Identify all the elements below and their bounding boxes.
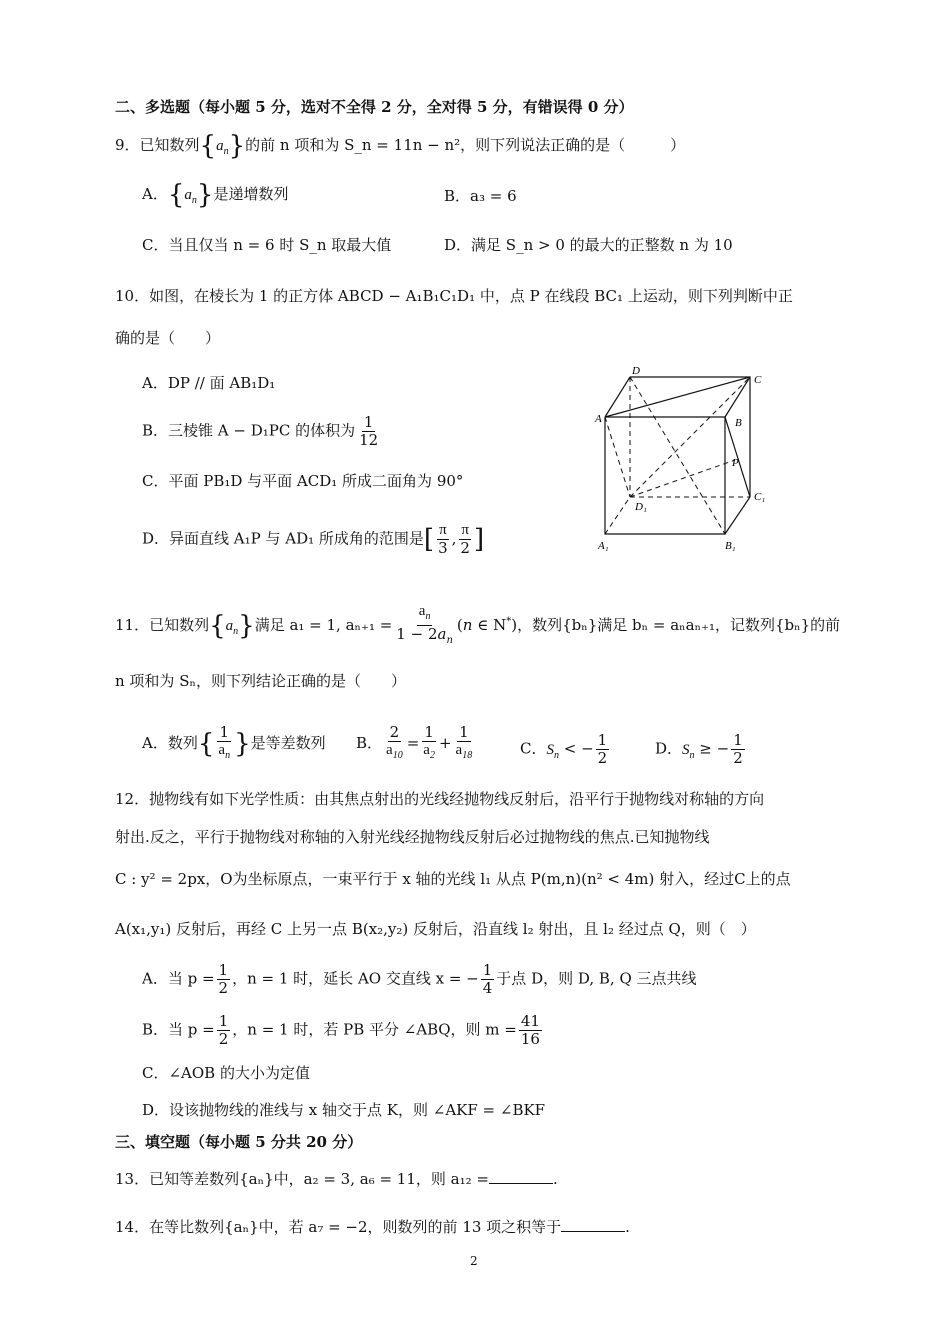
q11-stem-line2: n 项和为 Sₙ，则下列结论正确的是（ ） [115, 672, 406, 690]
q10-stem-line2: 确的是（ ） [115, 329, 221, 347]
cube-label-d1: D₁ [635, 501, 647, 513]
q10-option-d: D．异面直线 A₁P 与 AD₁ 所成角的范围是[ $\frac{\pi}{3}$ , $\frac{\pi}{2}$ ] [142, 522, 485, 557]
q9-option-c: C．当且仅当 n = 6 时 S_n 取最大值 [142, 236, 392, 254]
cube-label-p: P [732, 457, 739, 469]
q10-stem-line1: 10．如图，在棱长为 1 的正方体 ABCD − A₁B₁C₁D₁ 中，点 P 在线段 BC₁ 上运动，则下列判断中正 [115, 287, 793, 305]
q11-option-a: A．数列{ $\frac{1}{a_n}$ }是等差数列 [142, 723, 326, 761]
q9-stem: 9．已知数列$\{a_n\}$的前 n 项和为 S_n = 11n − n²，则下列说法正确的是（ ） [115, 131, 686, 161]
cube-label-a1: A₁ [598, 540, 609, 552]
q10-option-a: A．DP // 面 AB₁D₁ [142, 374, 276, 392]
q14: 14．在等比数列{aₙ}中，若 a₇ = −2，则数列的前 13 项之积等于 . [115, 1218, 630, 1236]
q9-option-a: A．$\{a_n\}$是递增数列 [142, 180, 289, 210]
q12-option-b: B．当 p = $\frac{1}{2}$ ，n = 1 时，若 PB 平分 ∠ABQ，则 m = $\frac{41}{16}$ [142, 1012, 540, 1048]
q11-stem-line1: 11．已知数列$\{a_n\}$满足 a₁ = 1, aₙ₊₁ = $\frac{a_n}{1 - 2a_n}$ (n ∈ N*)，数列{bₙ}满足 bₙ = aₙaₙ₊₁，记数列{bₙ}的前 [115, 603, 841, 646]
q12-line3: C : y² = 2px，O为坐标原点，一束平行于 x 轴的光线 l₁ 从点 P(m,n)(n² < 4m) 射入，经过C上的点 [115, 870, 791, 888]
q12-line2: 射出.反之，平行于抛物线对称轴的入射光线经抛物线反射后必过抛物线的焦点.已知抛物线 [115, 828, 710, 846]
q14-answer-blank[interactable] [561, 1217, 625, 1232]
q12-option-a: A．当 p = $\frac{1}{2}$ ，n = 1 时，延长 AO 交直线 x = − $\frac{1}{4}$ 于点 D，则 D, B, Q 三点共线 [142, 961, 697, 997]
cube-label-b: B [735, 417, 742, 429]
cube-label-d: D [632, 365, 640, 377]
page-number: 2 [470, 1254, 478, 1268]
q12-option-d: D．设该抛物线的准线与 x 轴交于点 K，则 ∠AKF = ∠BKF [142, 1101, 546, 1119]
q12-line4: A(x₁,y₁) 反射后，再经 C 上另一点 B(x₂,y₂) 反射后，沿直线 l₂ 射出，且 l₂ 经过点 Q，则（ ） [115, 920, 756, 938]
q11-option-d: D．$S_n$ ≥ − $\frac{1}{2}$ [655, 731, 743, 767]
section-3-title: 三、填空题（每小题 5 分共 20 分） [115, 1133, 363, 1151]
q9-option-d: D．满足 S_n > 0 的最大的正整数 n 为 10 [444, 236, 733, 254]
section-2-title: 二、多选题（每小题 5 分，选对不全得 2 分，全对得 5 分，有错误得 0 分） [115, 98, 634, 116]
cube-label-c: C [754, 374, 762, 386]
q10-option-b: B．三棱锥 A − D₁PC 的体积为 $\frac{1}{12}$ [142, 413, 379, 449]
q13-answer-blank[interactable] [489, 1169, 553, 1184]
cube-label-b1: B₁ [725, 540, 736, 552]
cube-diagram [590, 362, 780, 552]
q9-option-b: B．a₃ = 6 [444, 187, 517, 205]
q10-option-c: C．平面 PB₁D 与平面 ACD₁ 所成二面角为 90° [142, 472, 464, 490]
cube-label-c1: C₁ [754, 491, 766, 503]
q13: 13．已知等差数列{aₙ}中，a₂ = 3, a₆ = 11，则 a₁₂ = . [115, 1170, 558, 1188]
cube-label-a: A [595, 413, 602, 425]
q11-option-c: C．$S_n$ < − $\frac{1}{2}$ [520, 731, 608, 767]
q12-line1: 12．抛物线有如下光学性质：由其焦点射出的光线经抛物线反射后，沿平行于抛物线对称轴的方向 [115, 790, 765, 808]
q12-option-c: C．∠AOB 的大小为定值 [142, 1064, 310, 1082]
q11-option-b: B． $\frac{2}{a_{10}}$ = $\frac{1}{a_2}$ + $\frac{1}{a_{18}}$ [356, 723, 473, 761]
